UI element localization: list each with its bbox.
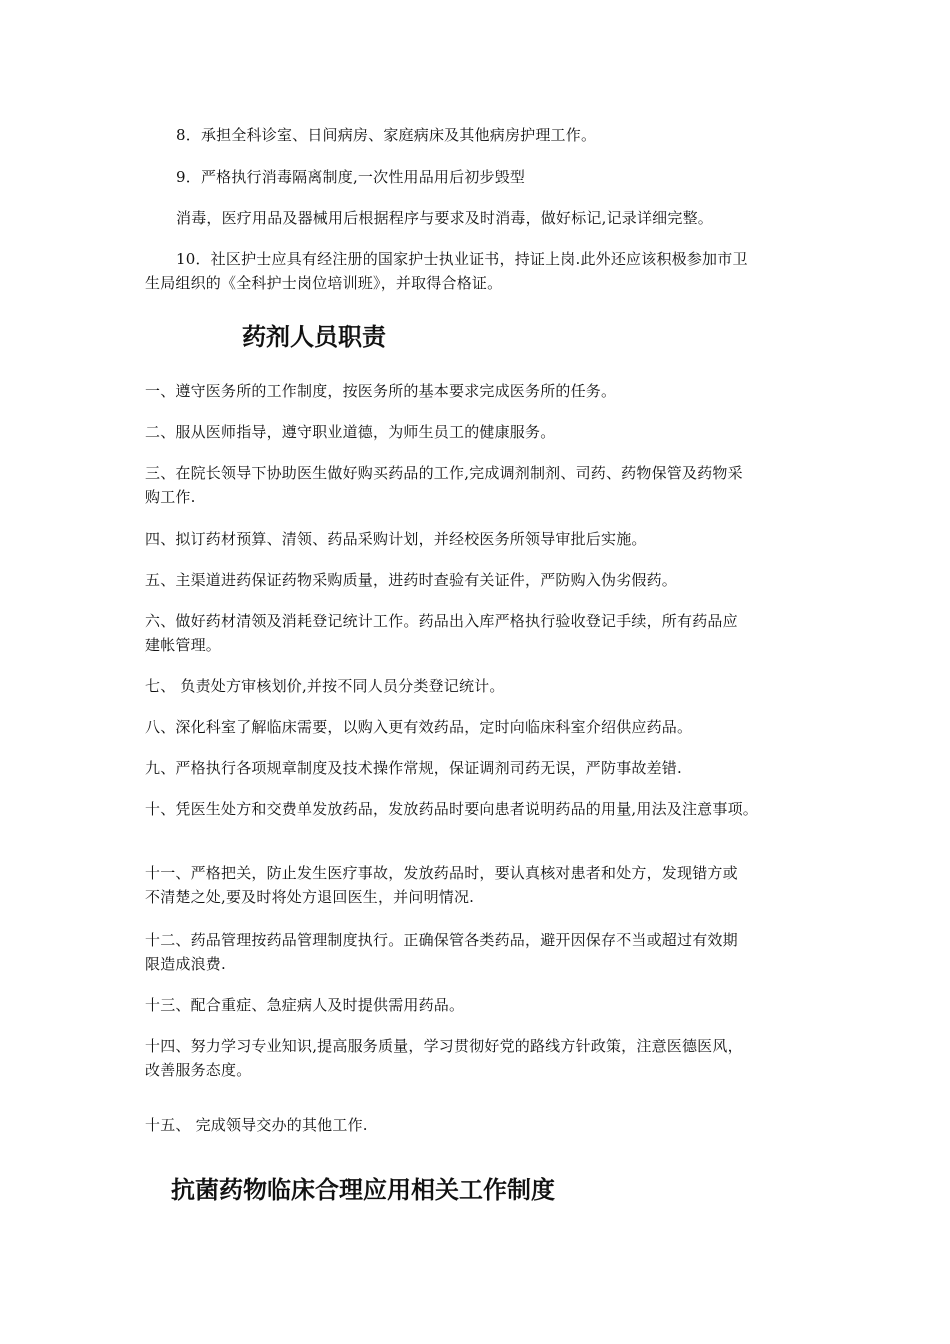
duty-item: 五、主渠道进药保证药物采购质量，进药时查验有关证件，严防购入伪劣假药。 — [145, 571, 678, 589]
intro-item-10-line-2: 生局组织的《全科护士岗位培训班》，并取得合格证。 — [145, 274, 503, 292]
duty-item: 十二、药品管理按药品管理制度执行。正确保管各类药品，避开因保存不当或超过有效期 — [145, 931, 738, 949]
duty-item: 七、 负责处方审核划价,并按不同人员分类登记统计。 — [145, 677, 505, 695]
duty-item: 十四、努力学习专业知识,提高服务质量，学习贯彻好党的路线方针政策，注意医德医风， — [145, 1037, 743, 1055]
intro-item-9: 9．严格执行消毒隔离制度,一次性用品用后初步毁型 — [176, 168, 526, 186]
duty-item: 十一、严格把关，防止发生医疗事故，发放药品时，要认真核对患者和处方，发现错方或 — [145, 864, 738, 882]
duty-item-continued: 限造成浪费. — [145, 955, 226, 973]
duty-item-continued: 不清楚之处,要及时将处方退回医生，并问明情况. — [145, 888, 475, 906]
duty-item: 八、深化科室了解临床需要，以购入更有效药品，定时向临床科室介绍供应药品。 — [145, 718, 693, 736]
duty-item: 六、做好药材清领及消耗登记统计工作。药品出入库严格执行验收登记手续，所有药品应 — [145, 612, 738, 630]
duty-item: 一、遵守医务所的工作制度，按医务所的基本要求完成医务所的任务。 — [145, 382, 617, 400]
duty-item-continued: 购工作. — [145, 488, 196, 506]
section-title-pharmacy-duties: 药剂人员职责 — [242, 323, 386, 351]
duty-item: 十、凭医生处方和交费单发放药品，发放药品时要向患者说明药品的用量,用法及注意事项。 — [145, 800, 758, 818]
intro-item-10-line-1: 10．社区护士应具有经注册的国家护士执业证书，持证上岗.此外还应该积极参加市卫 — [176, 250, 748, 268]
duty-item-continued: 改善服务态度。 — [145, 1061, 252, 1079]
duty-item: 十五、 完成领导交办的其他工作. — [145, 1116, 368, 1134]
duty-item: 九、严格执行各项规章制度及技术操作常规，保证调剂司药无误，严防事故差错. — [145, 759, 682, 777]
intro-item-9-continued: 消毒，医疗用品及器械用后根据程序与要求及时消毒，做好标记,记录详细完整。 — [176, 209, 713, 227]
duty-item-continued: 建帐管理。 — [145, 636, 222, 654]
section-title-antibiotic-rules: 抗菌药物临床合理应用相关工作制度 — [171, 1176, 555, 1204]
duty-item: 二、服从医师指导，遵守职业道德，为师生员工的健康服务。 — [145, 423, 556, 441]
duty-item: 十三、配合重症、急症病人及时提供需用药品。 — [145, 996, 465, 1014]
intro-item-8: 8．承担全科诊室、日间病房、家庭病床及其他病房护理工作。 — [176, 126, 597, 144]
duty-item: 四、拟订药材预算、清领、药品采购计划，并经校医务所领导审批后实施。 — [145, 530, 647, 548]
duty-item: 三、在院长领导下协助医生做好购买药品的工作,完成调剂制剂、司药、药物保管及药物采 — [145, 464, 743, 482]
